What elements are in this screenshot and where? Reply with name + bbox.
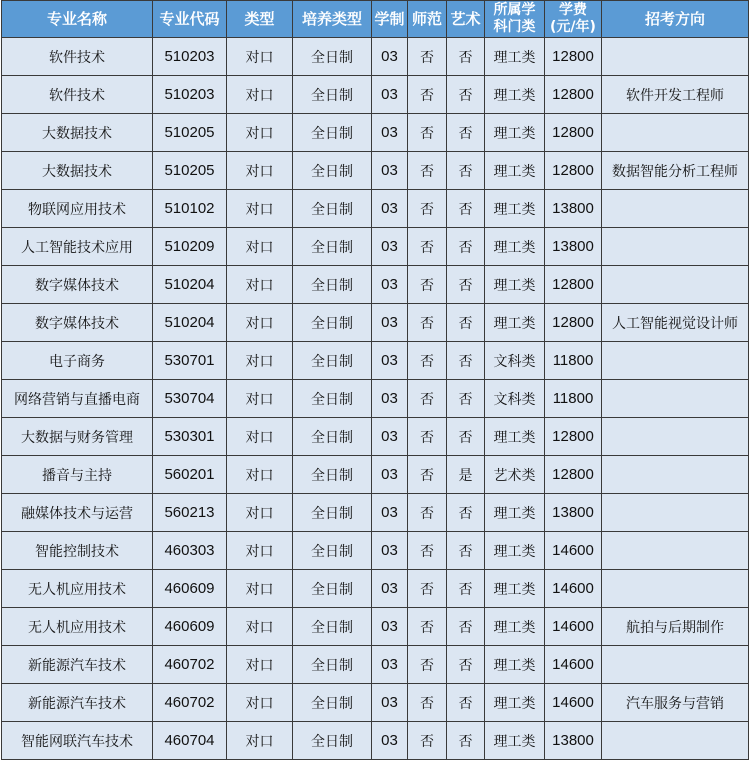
cell-type: 对口	[227, 380, 293, 418]
cell-training: 全日制	[293, 38, 372, 76]
header-category-line2: 科门类	[493, 19, 536, 35]
cell-training: 全日制	[293, 456, 372, 494]
table-row	[2, 684, 749, 722]
cell-name: 软件技术	[2, 38, 153, 76]
cell-type: 对口	[227, 152, 293, 190]
cell-name: 数字媒体技术	[2, 304, 153, 342]
cell-type: 对口	[227, 494, 293, 532]
cell-training: 全日制	[293, 608, 372, 646]
cell-teacher: 否	[408, 190, 447, 228]
header-row	[2, 1, 749, 38]
cell-tuition: 11800	[545, 380, 602, 418]
cell-art: 否	[447, 342, 485, 380]
cell-art: 否	[447, 38, 485, 76]
cell-code: 460704	[153, 722, 227, 760]
header-tuition-line1: 学费	[559, 2, 587, 18]
cell-training: 全日制	[293, 228, 372, 266]
cell-training: 全日制	[293, 570, 372, 608]
cell-teacher: 否	[408, 608, 447, 646]
cell-duration: 03	[372, 570, 408, 608]
cell-training: 全日制	[293, 304, 372, 342]
cell-training: 全日制	[293, 646, 372, 684]
header-tuition	[545, 1, 602, 38]
cell-type: 对口	[227, 608, 293, 646]
cell-category: 文科类	[485, 342, 545, 380]
cell-direction	[602, 570, 749, 608]
cell-name: 大数据与财务管理	[2, 418, 153, 456]
cell-name: 人工智能技术应用	[2, 228, 153, 266]
cell-direction	[602, 228, 749, 266]
cell-type: 对口	[227, 456, 293, 494]
cell-training: 全日制	[293, 342, 372, 380]
cell-name: 网络营销与直播电商	[2, 380, 153, 418]
cell-type: 对口	[227, 304, 293, 342]
cell-type: 对口	[227, 228, 293, 266]
cell-direction	[602, 342, 749, 380]
table-row	[2, 190, 749, 228]
cell-direction	[602, 190, 749, 228]
cell-type: 对口	[227, 114, 293, 152]
cell-duration: 03	[372, 380, 408, 418]
cell-direction	[602, 722, 749, 760]
table-body	[2, 38, 749, 760]
cell-tuition: 12800	[545, 76, 602, 114]
cell-duration: 03	[372, 418, 408, 456]
cell-training: 全日制	[293, 76, 372, 114]
cell-direction	[602, 114, 749, 152]
cell-code: 510204	[153, 304, 227, 342]
cell-category: 理工类	[485, 532, 545, 570]
cell-teacher: 否	[408, 570, 447, 608]
cell-art: 否	[447, 570, 485, 608]
cell-name: 大数据技术	[2, 152, 153, 190]
cell-code: 560201	[153, 456, 227, 494]
cell-duration: 03	[372, 114, 408, 152]
cell-category: 理工类	[485, 38, 545, 76]
cell-type: 对口	[227, 190, 293, 228]
cell-category: 理工类	[485, 190, 545, 228]
cell-duration: 03	[372, 266, 408, 304]
cell-teacher: 否	[408, 38, 447, 76]
cell-type: 对口	[227, 38, 293, 76]
cell-training: 全日制	[293, 722, 372, 760]
cell-tuition: 12800	[545, 456, 602, 494]
cell-category: 理工类	[485, 418, 545, 456]
table-row	[2, 418, 749, 456]
cell-tuition: 13800	[545, 494, 602, 532]
cell-art: 否	[447, 494, 485, 532]
cell-training: 全日制	[293, 380, 372, 418]
cell-duration: 03	[372, 38, 408, 76]
header-training: 培养类型	[293, 1, 372, 38]
cell-teacher: 否	[408, 304, 447, 342]
cell-teacher: 否	[408, 76, 447, 114]
header-tuition-line2: (元/年)	[550, 19, 596, 35]
table-header	[2, 1, 749, 38]
header-duration: 学制	[372, 1, 408, 38]
table-row	[2, 304, 749, 342]
table-row	[2, 76, 749, 114]
cell-tuition: 11800	[545, 342, 602, 380]
cell-type: 对口	[227, 266, 293, 304]
cell-name: 智能控制技术	[2, 532, 153, 570]
table-row	[2, 608, 749, 646]
cell-direction	[602, 456, 749, 494]
cell-code: 510204	[153, 266, 227, 304]
cell-duration: 03	[372, 722, 408, 760]
table-row	[2, 38, 749, 76]
cell-art: 否	[447, 608, 485, 646]
cell-duration: 03	[372, 152, 408, 190]
header-category	[485, 1, 545, 38]
cell-tuition: 12800	[545, 38, 602, 76]
cell-tuition: 12800	[545, 418, 602, 456]
cell-code: 510203	[153, 76, 227, 114]
table-row	[2, 380, 749, 418]
cell-type: 对口	[227, 76, 293, 114]
cell-art: 否	[447, 532, 485, 570]
table-row	[2, 494, 749, 532]
cell-training: 全日制	[293, 532, 372, 570]
table-row	[2, 114, 749, 152]
cell-tuition: 13800	[545, 722, 602, 760]
cell-art: 否	[447, 266, 485, 304]
header-type: 类型	[227, 1, 293, 38]
cell-art: 否	[447, 190, 485, 228]
cell-art: 是	[447, 456, 485, 494]
cell-tuition: 13800	[545, 228, 602, 266]
cell-teacher: 否	[408, 494, 447, 532]
cell-duration: 03	[372, 228, 408, 266]
cell-type: 对口	[227, 532, 293, 570]
cell-category: 理工类	[485, 76, 545, 114]
header-category-line1: 所属学	[493, 2, 536, 18]
cell-category: 艺术类	[485, 456, 545, 494]
cell-art: 否	[447, 114, 485, 152]
cell-code: 530301	[153, 418, 227, 456]
cell-category: 理工类	[485, 304, 545, 342]
cell-duration: 03	[372, 76, 408, 114]
header-art: 艺术	[447, 1, 485, 38]
cell-name: 新能源汽车技术	[2, 646, 153, 684]
cell-code: 510209	[153, 228, 227, 266]
cell-category: 理工类	[485, 608, 545, 646]
header-teacher: 师范	[408, 1, 447, 38]
table-row	[2, 228, 749, 266]
cell-code: 460303	[153, 532, 227, 570]
cell-code: 510205	[153, 152, 227, 190]
cell-code: 460702	[153, 646, 227, 684]
cell-duration: 03	[372, 304, 408, 342]
cell-direction	[602, 380, 749, 418]
table-row	[2, 646, 749, 684]
cell-type: 对口	[227, 342, 293, 380]
cell-direction	[602, 646, 749, 684]
cell-code: 460609	[153, 608, 227, 646]
cell-tuition: 12800	[545, 114, 602, 152]
cell-teacher: 否	[408, 266, 447, 304]
cell-teacher: 否	[408, 722, 447, 760]
cell-name: 智能网联汽车技术	[2, 722, 153, 760]
cell-name: 软件技术	[2, 76, 153, 114]
cell-art: 否	[447, 76, 485, 114]
cell-training: 全日制	[293, 190, 372, 228]
cell-category: 理工类	[485, 114, 545, 152]
cell-art: 否	[447, 152, 485, 190]
cell-category: 文科类	[485, 380, 545, 418]
cell-name: 融媒体技术与运营	[2, 494, 153, 532]
cell-duration: 03	[372, 456, 408, 494]
table-row	[2, 570, 749, 608]
cell-category: 理工类	[485, 570, 545, 608]
cell-teacher: 否	[408, 228, 447, 266]
cell-teacher: 否	[408, 152, 447, 190]
cell-type: 对口	[227, 646, 293, 684]
cell-direction: 航拍与后期制作	[602, 608, 749, 646]
cell-direction: 数据智能分析工程师	[602, 152, 749, 190]
cell-tuition: 12800	[545, 304, 602, 342]
cell-tuition: 14600	[545, 532, 602, 570]
cell-name: 大数据技术	[2, 114, 153, 152]
cell-teacher: 否	[408, 684, 447, 722]
cell-direction: 软件开发工程师	[602, 76, 749, 114]
header-code: 专业代码	[153, 1, 227, 38]
cell-direction	[602, 266, 749, 304]
cell-direction	[602, 532, 749, 570]
cell-tuition: 12800	[545, 152, 602, 190]
cell-category: 理工类	[485, 152, 545, 190]
cell-category: 理工类	[485, 722, 545, 760]
cell-code: 510102	[153, 190, 227, 228]
cell-teacher: 否	[408, 380, 447, 418]
cell-category: 理工类	[485, 494, 545, 532]
cell-code: 460609	[153, 570, 227, 608]
cell-teacher: 否	[408, 456, 447, 494]
cell-name: 新能源汽车技术	[2, 684, 153, 722]
cell-direction: 汽车服务与营销	[602, 684, 749, 722]
table-row	[2, 456, 749, 494]
cell-duration: 03	[372, 684, 408, 722]
cell-training: 全日制	[293, 114, 372, 152]
cell-direction	[602, 494, 749, 532]
cell-name: 数字媒体技术	[2, 266, 153, 304]
cell-category: 理工类	[485, 684, 545, 722]
cell-tuition: 14600	[545, 684, 602, 722]
cell-art: 否	[447, 304, 485, 342]
cell-code: 510205	[153, 114, 227, 152]
cell-code: 530701	[153, 342, 227, 380]
cell-name: 播音与主持	[2, 456, 153, 494]
cell-tuition: 14600	[545, 570, 602, 608]
cell-art: 否	[447, 228, 485, 266]
header-direction: 招考方向	[602, 1, 749, 38]
cell-code: 510203	[153, 38, 227, 76]
cell-teacher: 否	[408, 114, 447, 152]
cell-name: 电子商务	[2, 342, 153, 380]
table-row	[2, 722, 749, 760]
table-row	[2, 266, 749, 304]
cell-duration: 03	[372, 608, 408, 646]
cell-tuition: 14600	[545, 608, 602, 646]
cell-tuition: 12800	[545, 266, 602, 304]
cell-training: 全日制	[293, 418, 372, 456]
table-row	[2, 532, 749, 570]
cell-teacher: 否	[408, 342, 447, 380]
cell-art: 否	[447, 722, 485, 760]
cell-duration: 03	[372, 190, 408, 228]
cell-art: 否	[447, 380, 485, 418]
cell-training: 全日制	[293, 494, 372, 532]
cell-category: 理工类	[485, 266, 545, 304]
cell-teacher: 否	[408, 532, 447, 570]
cell-category: 理工类	[485, 228, 545, 266]
cell-direction: 人工智能视觉设计师	[602, 304, 749, 342]
cell-art: 否	[447, 646, 485, 684]
cell-code: 530704	[153, 380, 227, 418]
cell-type: 对口	[227, 570, 293, 608]
table-row	[2, 152, 749, 190]
cell-type: 对口	[227, 684, 293, 722]
cell-tuition: 14600	[545, 646, 602, 684]
cell-teacher: 否	[408, 646, 447, 684]
cell-direction	[602, 38, 749, 76]
majors-table	[1, 0, 749, 760]
cell-category: 理工类	[485, 646, 545, 684]
cell-training: 全日制	[293, 266, 372, 304]
cell-duration: 03	[372, 532, 408, 570]
cell-duration: 03	[372, 342, 408, 380]
cell-name: 无人机应用技术	[2, 570, 153, 608]
cell-art: 否	[447, 418, 485, 456]
cell-name: 物联网应用技术	[2, 190, 153, 228]
cell-duration: 03	[372, 494, 408, 532]
header-name: 专业名称	[2, 1, 153, 38]
cell-name: 无人机应用技术	[2, 608, 153, 646]
cell-art: 否	[447, 684, 485, 722]
cell-teacher: 否	[408, 418, 447, 456]
cell-type: 对口	[227, 418, 293, 456]
cell-duration: 03	[372, 646, 408, 684]
table-row	[2, 342, 749, 380]
cell-type: 对口	[227, 722, 293, 760]
cell-training: 全日制	[293, 152, 372, 190]
cell-code: 460702	[153, 684, 227, 722]
cell-training: 全日制	[293, 684, 372, 722]
cell-code: 560213	[153, 494, 227, 532]
cell-tuition: 13800	[545, 190, 602, 228]
cell-direction	[602, 418, 749, 456]
